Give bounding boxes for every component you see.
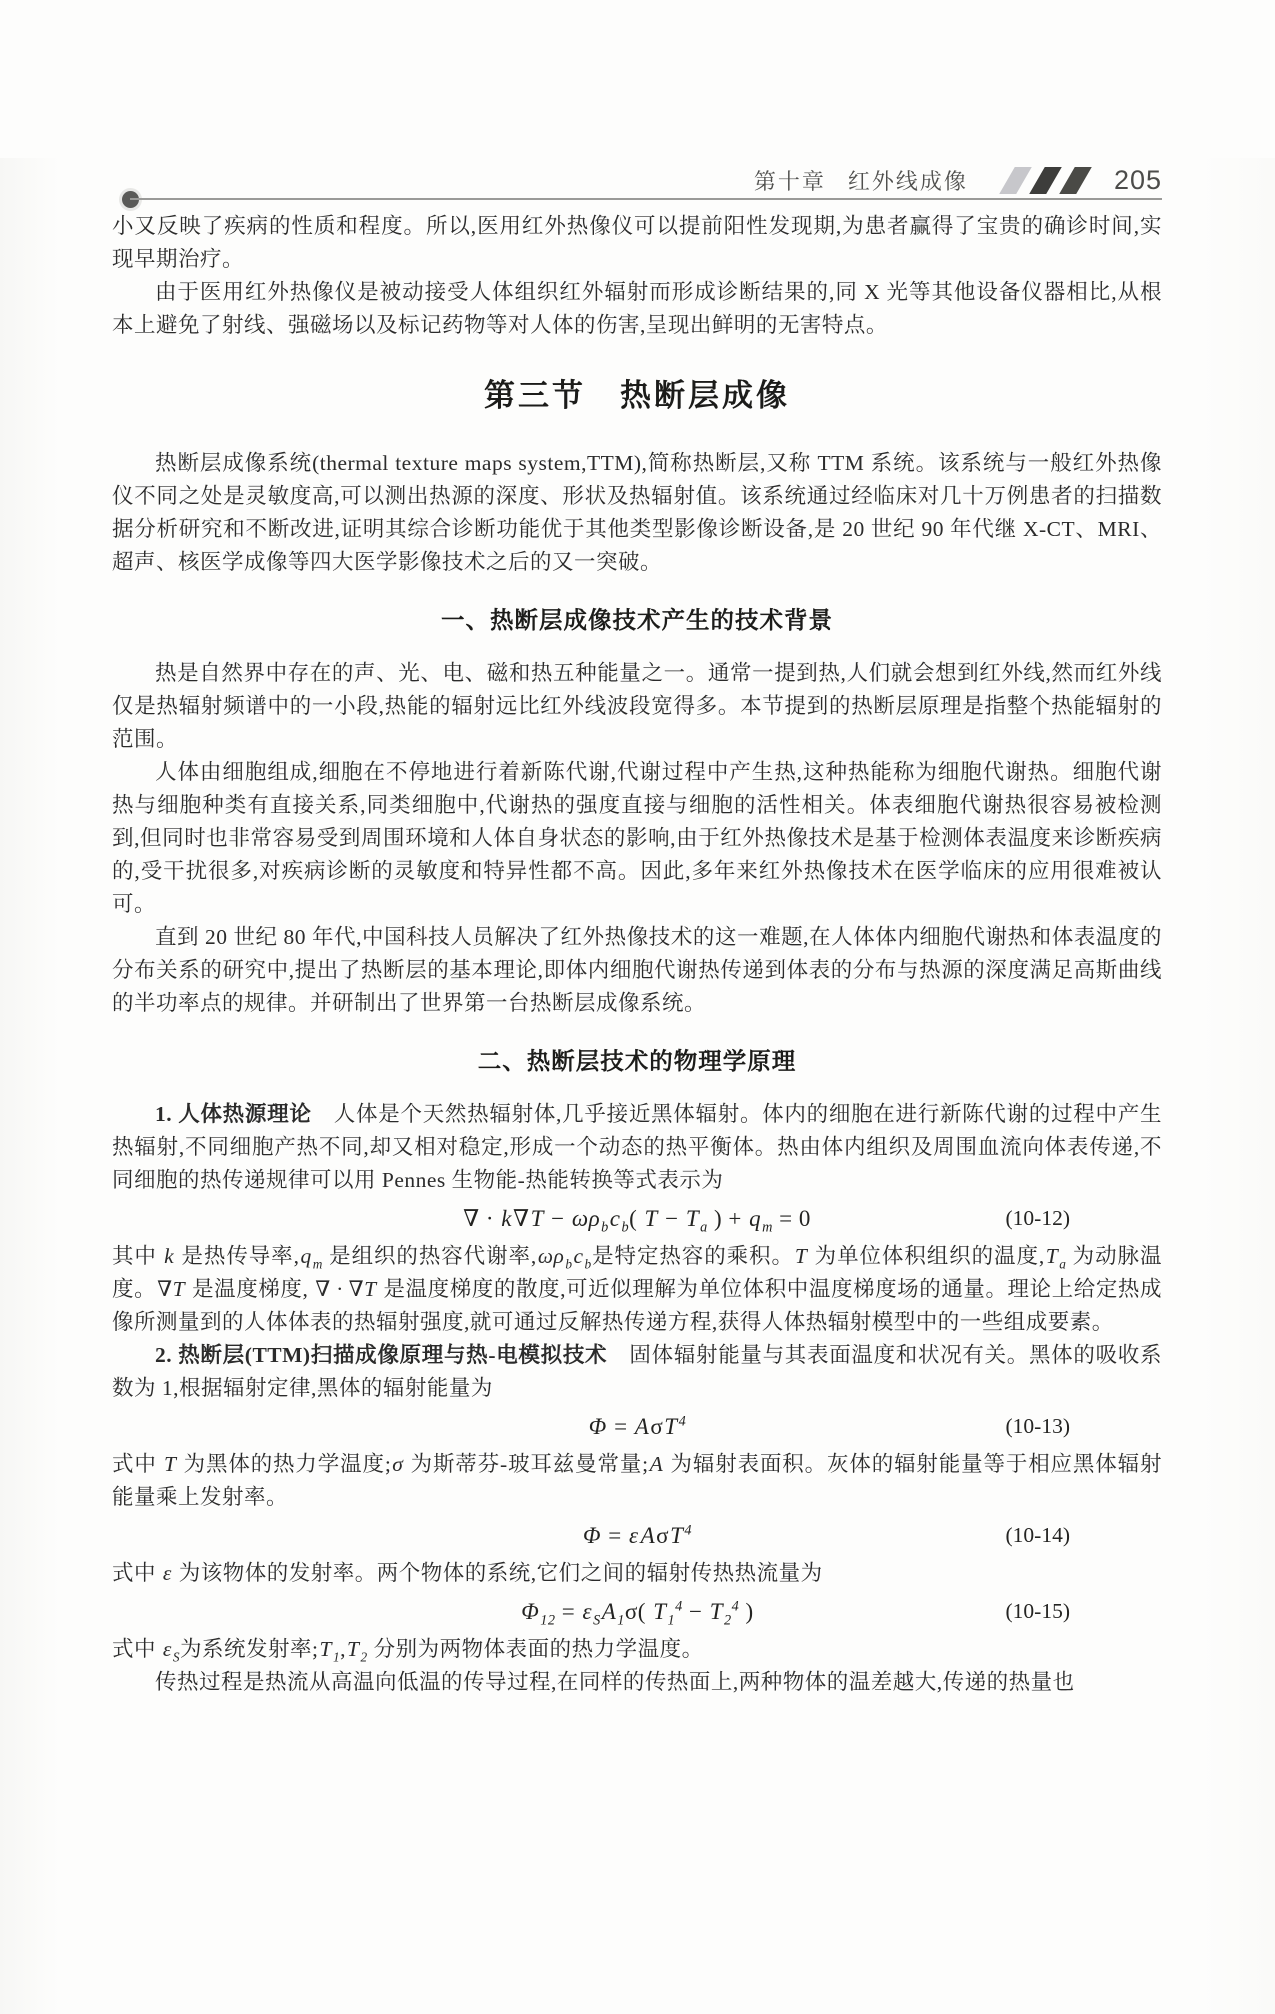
subsection-heading-2: 二、热断层技术的物理学原理 xyxy=(477,1049,797,1075)
paragraph-numbered-2: 2. 热断层(TTM)扫描成像原理与热-电模拟技术 固体辐射能量与其表面温度和状况有关。黑体的吸收系数为 1,根据辐射定律,黑体的辐射能量为 xyxy=(112,1343,1162,1400)
subsection-heading-1: 一、热断层成像技术产生的技术背景 xyxy=(441,608,833,634)
equation-number: (10-14) xyxy=(1005,1523,1070,1547)
equation-10-12 xyxy=(112,1200,1162,1237)
chapter-label: 第十章 xyxy=(753,169,826,194)
equation-number: (10-12) xyxy=(1005,1206,1070,1230)
stripe-dark-1 xyxy=(1029,167,1062,194)
paragraph-explanation: 式中 ε 为该物体的发射率。两个物体的系统,它们之间的辐射传热热流量为 xyxy=(112,1561,823,1585)
equation-10-13 xyxy=(112,1408,1162,1445)
header-rule xyxy=(130,198,1162,200)
chapter-title: 红外线成像 xyxy=(847,169,968,194)
equation-formula: ∇ · $k\nabla T - \omega\rho_bc_b$( $T - T_a$ ) + $q_m = 0$ xyxy=(463,1206,811,1236)
page-number: 205 xyxy=(1113,165,1162,195)
paragraph: 传热过程是热流从高温向低温的传导过程,在同样的传热面上,两种物体的温差越大,传递的热量也 xyxy=(155,1670,1075,1694)
paragraph-numbered-1: 1. 人体热源理论 人体是个天然热辐射体,几乎接近黑体辐射。体内的细胞在进行新陈代谢的过程中产生热辐射,不同细胞产热不同,却又相对稳定,形成一个动态的热平衡体。热由体内组织及周围血流向体表传递,不同细胞的热传递规律可以用 Pennes 生物能-热能转换等式表示为 xyxy=(112,1102,1162,1192)
equation-formula: Φ = εAσT$^4$ xyxy=(583,1522,692,1548)
paragraph: 人体由细胞组成,细胞在不停地进行着新陈代谢,代谢过程中产生热,这种热能称为细胞代谢热。细胞代谢热与细胞种类有直接关系,同类细胞中,代谢热的强度直接与细胞的活性相关。体表细胞代谢热很容易被检测到,但同时也非常容易受到周围环境和人体自身状态的影响,由于红外热像技术是基于检测体表温度来诊断疾病的,受干扰很多,对疾病诊断的灵敏度和特异性都不高。因此,多年来红外热像技术在医学临床的应用很难被认可。 xyxy=(112,760,1162,916)
page-body xyxy=(112,210,1162,1699)
paragraph: 热是自然界中存在的声、光、电、磁和热五种能量之一。通常一提到热,人们就会想到红外线,然而红外线仅是热辐射频谱中的一小段,热能的辐射远比红外线波段宽得多。本节提到的热断层原理是指整个热能辐射的范围。 xyxy=(112,661,1162,751)
paragraph-explanation: 其中 k 是热传导率$,q_m$ 是组织的热容代谢率$,\omega\rho_bc_b$是特定热容的乘积。T 为单位体积组织的温度$,T_a$ 为动脉温度。∇T 是温度梯度, ∇ · ∇T 是温度梯度的散度,可近似理解为单位体积中温度梯度场的通量。理论上给定热成像所测量到的人体体表的热辐射强度,就可通过反解热传递方程,获得人体热辐射模型中的一些组成要素。 xyxy=(112,1244,1162,1334)
diagonal-stripes-icon xyxy=(994,167,1084,194)
stripe-dark-2 xyxy=(1059,167,1092,194)
section-heading: 第三节 热断层成像 xyxy=(484,378,790,413)
running-header xyxy=(112,158,1162,200)
stripe-light xyxy=(999,167,1032,194)
paragraph-explanation: 式中 T 为黑体的热力学温度;σ 为斯蒂芬-玻耳兹曼常量;A 为辐射表面积。灰体的辐射能量等于相应黑体辐射能量乘上发射率。 xyxy=(112,1452,1162,1509)
paragraph: 直到 20 世纪 80 年代,中国科技人员解决了红外热像技术的这一难题,在人体体内细胞代谢热和体表温度的分布关系的研究中,提出了热断层的基本理论,即体内细胞代谢热传递到体表的分布与热源的深度满足高斯曲线的半功率点的规律。并研制出了世界第一台热断层成像系统。 xyxy=(112,925,1162,1015)
header-right xyxy=(754,165,1162,196)
paragraph-explanation: 式中 $\varepsilon_S$为系统发射率$;T_1,T_2$ 分别为两物体表面的热力学温度。 xyxy=(112,1637,704,1665)
equation-number: (10-13) xyxy=(1005,1414,1070,1438)
paragraph-continuation: 小又反映了疾病的性质和程度。所以,医用红外热像仪可以提前阳性发现期,为患者赢得了宝贵的确诊时间,实现早期治疗。 xyxy=(112,214,1162,271)
paragraph: 热断层成像系统(thermal texture maps system,TTM),简称热断层,又称 TTM 系统。该系统与一般红外热像仪不同之处是灵敏度高,可以测出热源的深度、形状及热辐射值。该系统通过经临床对几十万例患者的扫描数据分析研究和不断改进,证明其综合诊断功能优于其他类型影像诊断设备,是 20 世纪 90 年代继 X-CT、MRI、超声、核医学成像等四大医学影像技术之后的又一突破。 xyxy=(112,451,1162,574)
equation-formula: $\Phi_{12} = \varepsilon_SA_1\sigma$( $T_1^4 - T_2^4$ ) xyxy=(521,1598,754,1629)
paragraph: 由于医用红外热像仪是被动接受人体组织红外辐射而形成诊断结果的,同 X 光等其他设备仪器相比,从根本上避免了射线、强磁场以及标记药物等对人体的伤害,呈现出鲜明的无害特点。 xyxy=(112,280,1162,337)
scanned-page xyxy=(0,158,1275,2014)
equation-number: (10-15) xyxy=(1005,1599,1070,1623)
equation-10-15 xyxy=(112,1593,1162,1630)
equation-10-14 xyxy=(112,1517,1162,1554)
equation-formula: Φ = AσT$^4$ xyxy=(588,1413,687,1439)
